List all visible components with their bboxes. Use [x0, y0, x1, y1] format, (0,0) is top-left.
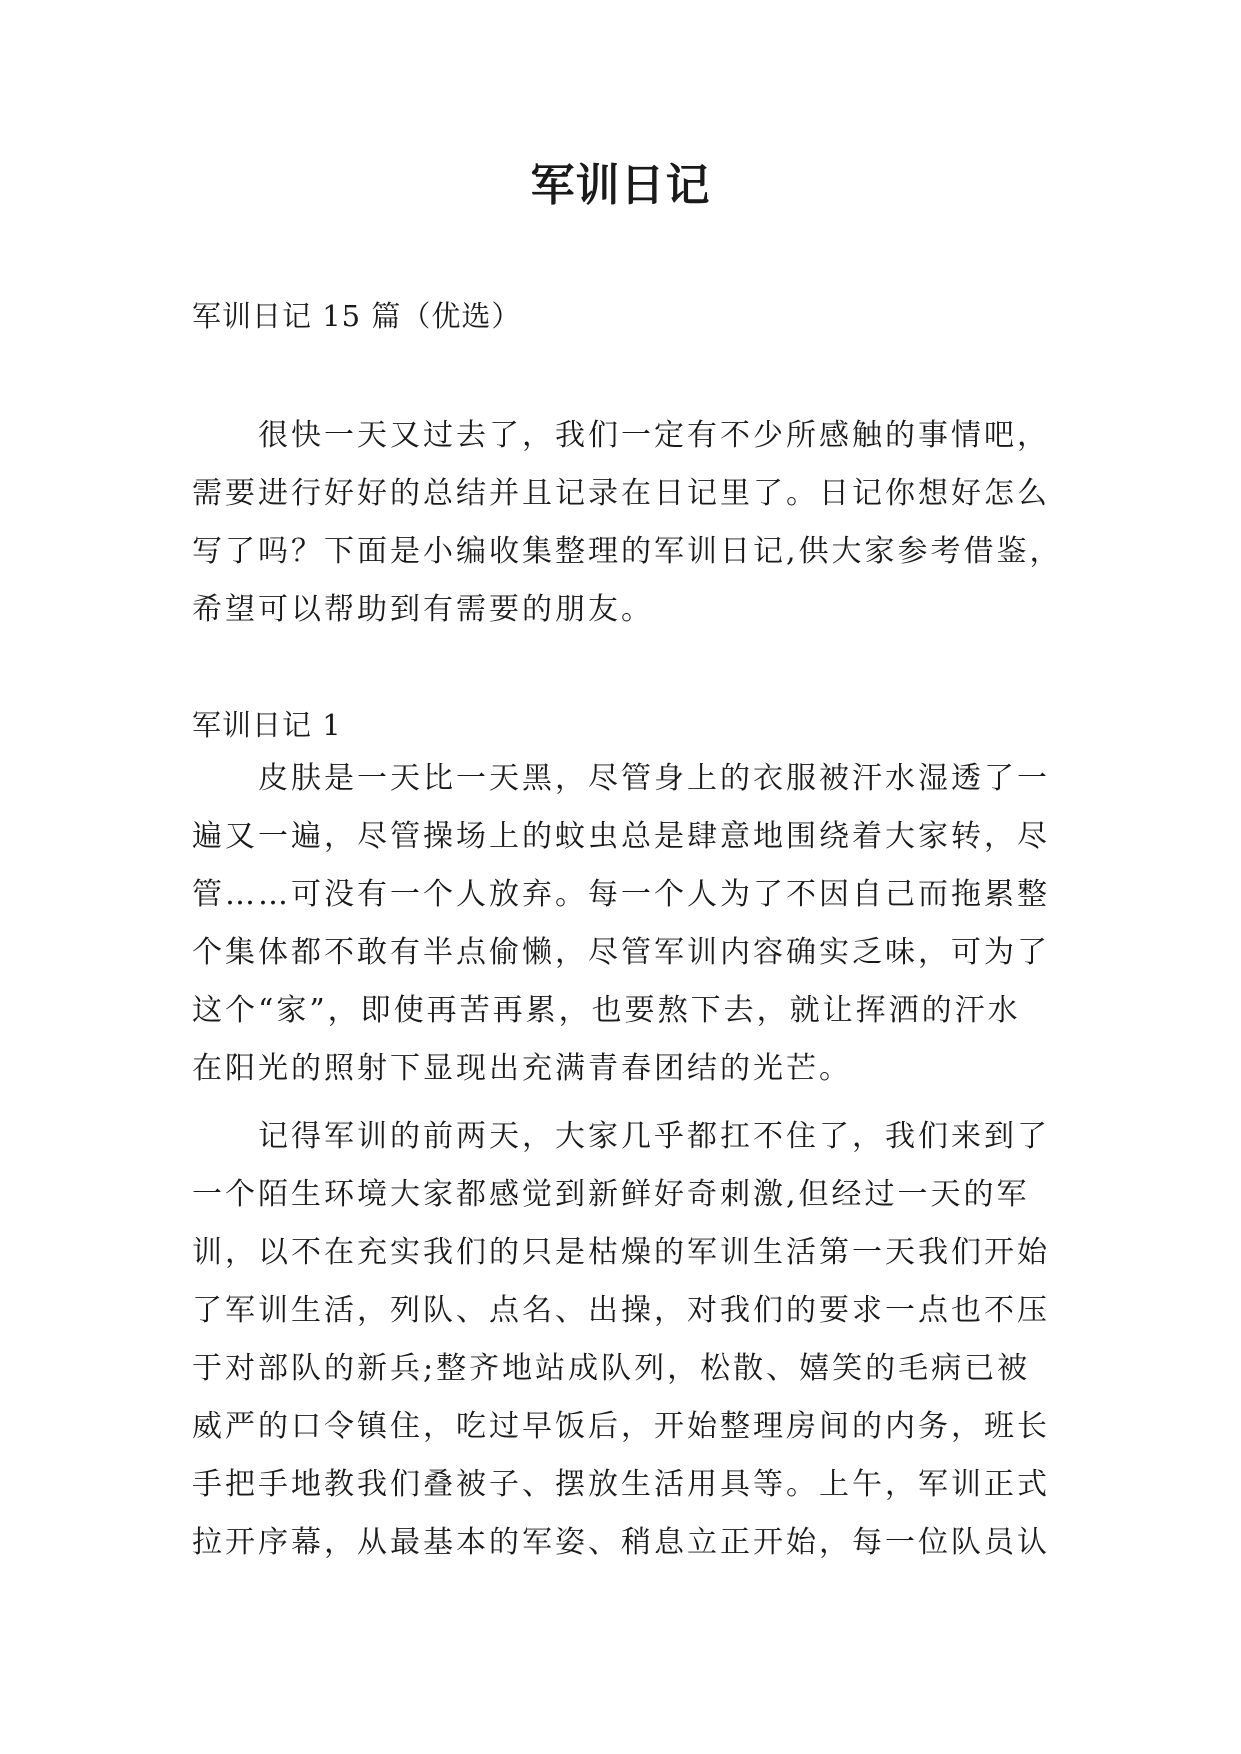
document-title: 军训日记 — [530, 160, 711, 211]
paragraph-line: 了军训生活，列队、点名、出操，对我们的要求一点也不压 — [192, 1293, 1050, 1328]
paragraph-line: 记得军训的前两天，大家几乎都扛不住了，我们来到了 — [258, 1119, 1050, 1154]
intro-line: 很快一天又过去了，我们一定有不少所感触的事情吧， — [258, 418, 1050, 453]
paragraph-line: 训，以不在充实我们的只是枯燥的军训生活第一天我们开始 — [192, 1235, 1050, 1270]
intro-line: 希望可以帮助到有需要的朋友。 — [192, 592, 654, 627]
paragraph-line: 皮肤是一天比一天黑，尽管身上的衣服被汗水湿透了一 — [258, 761, 1050, 796]
paragraph-line: 遍又一遍，尽管操场上的蚊虫总是肆意地围绕着大家转，尽 — [192, 819, 1050, 854]
paragraph-line: 在阳光的照射下显现出充满青春团结的光芒。 — [192, 1051, 852, 1086]
intro-line: 需要进行好好的总结并且记录在日记里了。日记你想好怎么 — [192, 476, 1050, 511]
paragraph-line: 一个陌生环境大家都感觉到新鲜好奇刺激,但经过一天的军 — [192, 1177, 1030, 1212]
paragraph-line: 这个“家”，即使再苦再累，也要熬下去，就让挥洒的汗水 — [192, 993, 1021, 1028]
paragraph-line: 于对部队的新兵;整齐地站成队列，松散、嬉笑的毛病已被 — [192, 1351, 1031, 1386]
diary-paragraph-2 — [192, 1108, 1052, 1572]
paragraph-line: 手把手地教我们叠被子、摆放生活用具等。上午，军训正式 — [192, 1467, 1050, 1502]
paragraph-line: 拉开序幕，从最基本的军姿、稍息立正开始，每一位队员认 — [192, 1525, 1050, 1560]
diary-paragraph-1 — [192, 750, 1052, 1098]
document-subtitle: 军训日记 15 篇（优选） — [192, 299, 522, 333]
paragraph-line: 管……可没有一个人放弃。每一个人为了不因自己而拖累整 — [192, 877, 1050, 912]
section-heading: 军训日记 1 — [192, 708, 342, 742]
intro-paragraph — [192, 407, 1063, 639]
paragraph-line: 威严的口令镇住，吃过早饭后，开始整理房间的内务，班长 — [192, 1409, 1050, 1444]
paragraph-line: 个集体都不敢有半点偷懒，尽管军训内容确实乏味，可为了 — [192, 935, 1050, 970]
intro-line: 写了吗？下面是小编收集整理的军训日记,供大家参考借鉴， — [192, 534, 1063, 569]
